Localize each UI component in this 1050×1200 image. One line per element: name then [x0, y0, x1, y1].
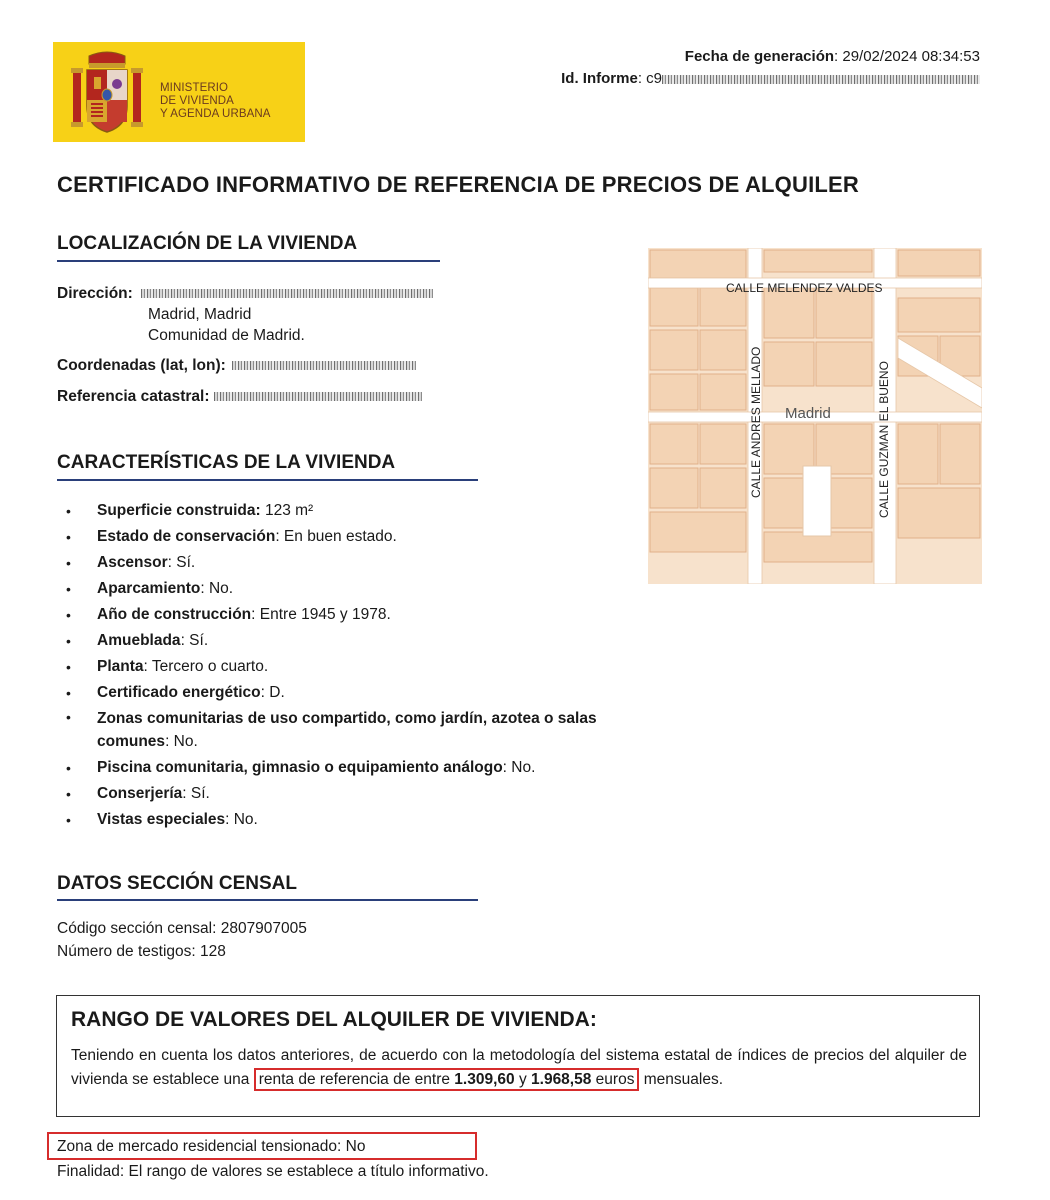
list-item	[57, 755, 627, 781]
list-item	[57, 654, 627, 680]
fecha-value: 29/02/2024 08:34:53	[842, 48, 980, 65]
street-guzman-el-bueno: CALLE GUZMAN EL BUENO	[877, 361, 891, 518]
id-informe: Id. Informe: c9	[561, 70, 980, 87]
list-item	[57, 706, 627, 755]
feature-value: : En buen estado.	[275, 528, 397, 545]
feature-label: Estado de conservación	[97, 528, 276, 545]
caracteristicas-heading: CARACTERÍSTICAS DE LA VIVIENDA	[57, 452, 396, 473]
zona-tensionada: Zona de mercado residencial tensionado: No	[57, 1138, 366, 1155]
list-item	[57, 524, 627, 550]
rent-range-text	[71, 1044, 967, 1092]
map-graphic	[648, 248, 982, 584]
feature-value: : Sí.	[167, 554, 196, 571]
feature-label: Piscina comunitaria, gimnasio o equipamiento análogo	[97, 759, 503, 776]
direccion-city: Madrid, Madrid	[148, 306, 252, 323]
list-item	[57, 807, 627, 833]
street-melendez-valdes: CALLE MELENDEZ VALDES	[726, 281, 883, 295]
feature-label: Año de construcción	[97, 606, 252, 623]
feature-label: Amueblada	[97, 632, 181, 649]
rent-and: y	[514, 1071, 532, 1088]
rent-max-value: 1.968,58	[531, 1071, 592, 1088]
page-title: CERTIFICADO INFORMATIVO DE REFERENCIA DE PRECIOS DE ALQUILER	[57, 172, 859, 197]
direccion-region: Comunidad de Madrid.	[148, 327, 305, 344]
rent-text-before: Teniendo en cuenta los datos anteriores, de acuerdo con la metodología del sistema estatal de índices de precios del alquiler de vivienda se establece una	[71, 1047, 967, 1088]
feature-value: : Sí.	[180, 632, 209, 649]
rent-range-heading: RANGO DE VALORES DEL ALQUILER DE VIVIENDA:	[71, 1008, 597, 1031]
feature-label: Aparcamiento	[97, 580, 201, 597]
feature-value: : D.	[260, 684, 285, 701]
referencia-label: Referencia catastral:	[57, 388, 210, 405]
list-item	[57, 602, 627, 628]
feature-value: : No.	[225, 811, 258, 828]
rent-hl-end: euros	[591, 1071, 635, 1088]
features-list	[57, 498, 627, 833]
feature-label: Certificado energético	[97, 684, 261, 701]
rent-highlight	[254, 1068, 640, 1091]
feature-label: Ascensor	[97, 554, 168, 571]
feature-label: Planta	[97, 658, 144, 675]
feature-value: : No.	[502, 759, 536, 776]
redacted-informe	[662, 75, 980, 84]
direccion-label: Dirección:	[57, 285, 133, 302]
informe-label: Id. Informe	[561, 70, 638, 87]
coat-of-arms-icon	[67, 50, 147, 136]
feature-label: Vistas especiales	[97, 811, 226, 828]
informe-value: c9	[646, 70, 662, 87]
rent-min-value: 1.309,60	[454, 1071, 515, 1088]
feature-label: Conserjería	[97, 785, 183, 802]
feature-value: : Tercero o cuarto.	[143, 658, 269, 675]
numero-testigos: Número de testigos: 128	[57, 943, 226, 960]
feature-value: : No.	[165, 733, 198, 750]
codigo-seccion: Código sección censal: 2807907005	[57, 920, 307, 937]
fecha-label: Fecha de generación	[684, 48, 835, 65]
rent-hl-start: renta de referencia de entre	[258, 1071, 455, 1088]
caracteristicas-rule	[57, 479, 478, 481]
feature-label: Superficie construida:	[97, 502, 261, 519]
feature-value: 123 m²	[260, 502, 314, 519]
localizacion-rule	[57, 260, 440, 262]
redacted-coordenadas	[232, 361, 416, 370]
ministry-logo	[53, 42, 305, 142]
ministry-line-2: DE VIVIENDA	[160, 95, 234, 107]
coordenadas-row	[57, 357, 416, 375]
fecha-generacion: Fecha de generación: 29/02/2024 08:34:53	[684, 48, 980, 65]
feature-value: : No.	[200, 580, 234, 597]
feature-value: : Sí.	[182, 785, 210, 802]
list-item	[57, 628, 627, 654]
feature-label: Zonas comunitarias de uso compartido, como jardín, azotea o salas comunes	[97, 710, 597, 750]
list-item	[57, 781, 627, 807]
list-item	[57, 576, 627, 602]
redacted-direccion	[141, 289, 433, 298]
street-andres-mellado: CALLE ANDRES MELLADO	[749, 346, 763, 498]
list-item	[57, 498, 627, 524]
referencia-row	[57, 388, 422, 406]
rent-range-box	[56, 995, 980, 1117]
list-item	[57, 680, 627, 706]
location-map	[648, 248, 982, 584]
censal-heading: DATOS SECCIÓN CENSAL	[57, 873, 297, 894]
map-place-label: Madrid	[785, 405, 831, 422]
direccion-row	[57, 285, 433, 303]
feature-value: : Entre 1945 y 1978.	[251, 606, 391, 623]
finalidad: Finalidad: El rango de valores se establece a título informativo.	[57, 1163, 489, 1180]
rent-text-after: mensuales.	[639, 1071, 724, 1088]
coordenadas-label: Coordenadas (lat, lon):	[57, 357, 226, 374]
ministry-line-1: MINISTERIO	[160, 82, 229, 94]
ministry-name	[160, 82, 271, 121]
ministry-line-3: Y AGENDA URBANA	[160, 108, 271, 120]
censal-rule	[57, 899, 478, 901]
zona-tensionada-box	[47, 1132, 477, 1160]
list-item	[57, 550, 627, 576]
redacted-referencia	[214, 392, 422, 401]
localizacion-heading: LOCALIZACIÓN DE LA VIVIENDA	[57, 233, 358, 254]
